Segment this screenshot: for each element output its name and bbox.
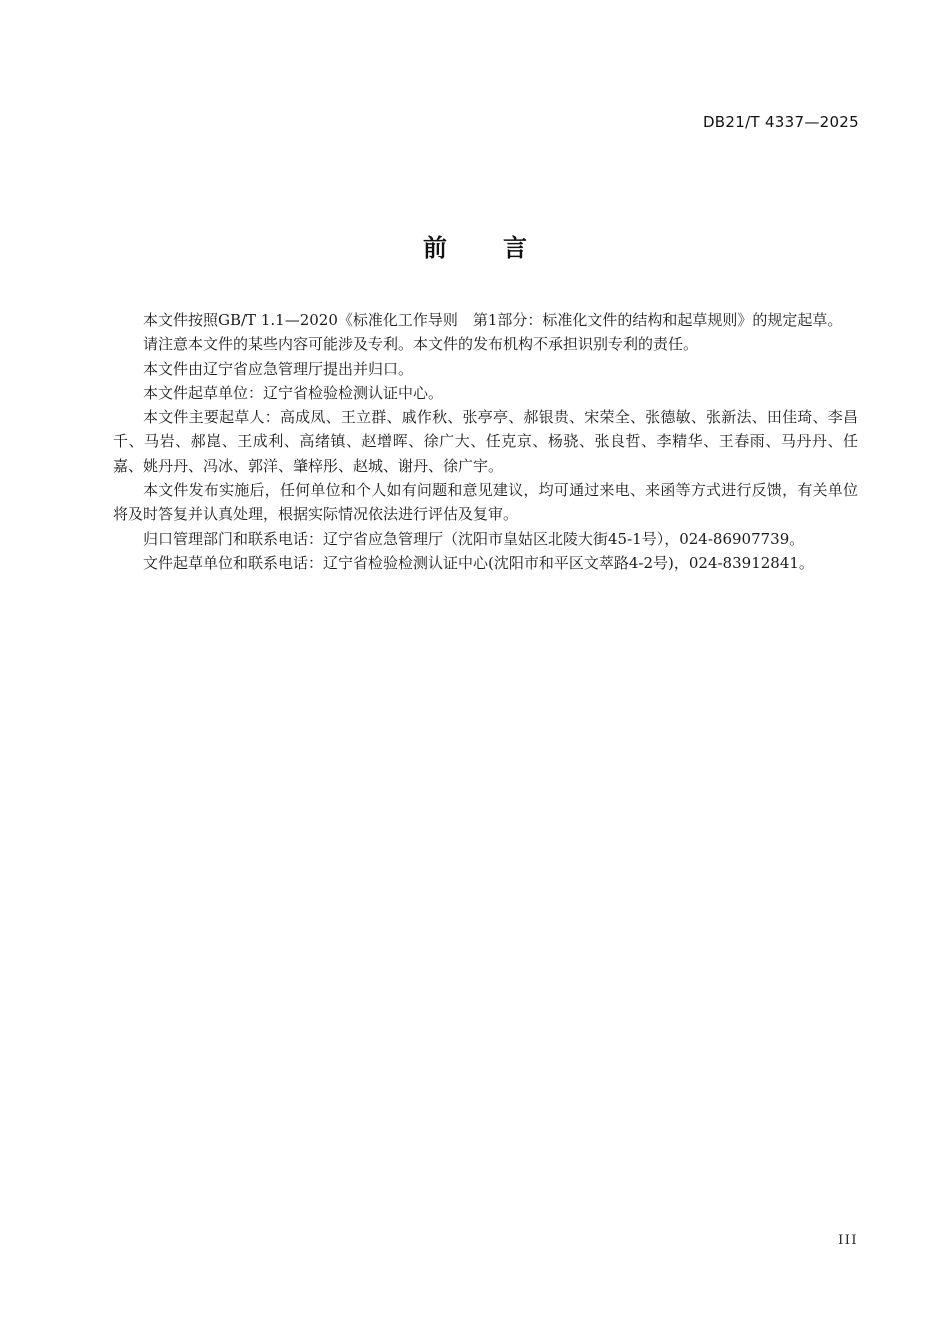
paragraph-drafting-contact: 文件起草单位和联系电话：辽宁省检验检测认证中心(沈阳市和平区文萃路4-2号)，024-83912841。	[143, 553, 814, 572]
page-title: 前言	[423, 234, 583, 262]
paragraph-proposer: 本文件由辽宁省应急管理厅提出并归口。	[143, 359, 414, 378]
paragraph-patent-notice: 请注意本文件的某些内容可能涉及专利。本文件的发布机构不承担识别专利的责任。	[143, 335, 699, 354]
paragraph-drafting-unit: 本文件起草单位：辽宁省检验检测认证中心。	[143, 383, 444, 402]
paragraph-drafters: 本文件主要起草人：高成凤、王立群、戚作秋、张亭亭、郝银贵、宋荣全、张德敏、张新法、田佳琦、李昌千、马岩、郝崑、王成利、高绪镇、赵增晖、徐广大、任克京、杨骁、张良哲、李精华、王春雨、马丹丹、任嘉、姚丹丹、冯冰、郭洋、肇梓彤、赵城、谢丹、徐广宇。	[113, 408, 858, 475]
foreword-body	[113, 308, 858, 575]
page-number: III	[838, 1233, 858, 1248]
document-code: DB21/T 4337—2025	[702, 113, 859, 131]
paragraph-feedback: 本文件发布实施后，任何单位和个人如有问题和意见建议，均可通过来电、来函等方式进行反馈，有关单位将及时答复并认真处理，根据实际情况依法进行评估及复审。	[113, 481, 858, 524]
paragraph-management-contact: 归口管理部门和联系电话：辽宁省应急管理厅（沈阳市皇姑区北陵大街45-1号），024-86907739。	[143, 529, 805, 548]
paragraph-drafting-rules: 本文件按照GB/T 1.1—2020《标准化工作导则 第1部分：标准化文件的结构和起草规则》的规定起草。	[143, 311, 843, 329]
